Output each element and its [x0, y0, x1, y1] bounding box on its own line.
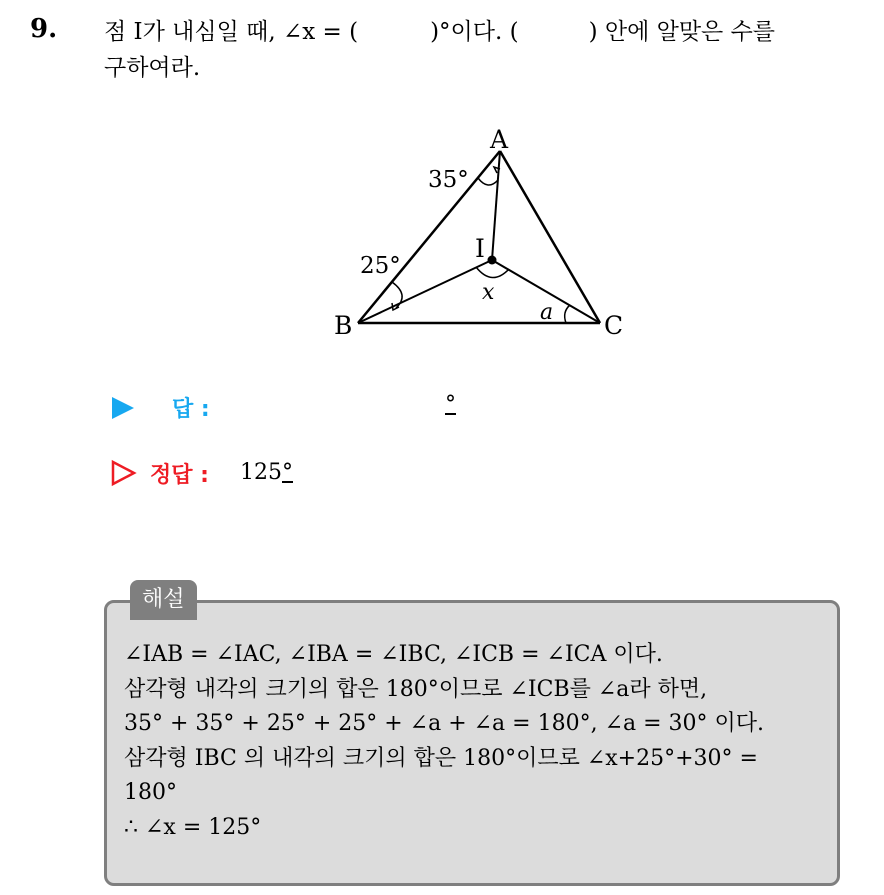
correct-unit: °	[282, 460, 293, 485]
angle-arc-a	[478, 178, 498, 185]
incenter-point	[488, 256, 497, 265]
solution-line: ∴ ∠x = 125°	[124, 814, 262, 840]
angle-label-a: a	[540, 300, 554, 325]
solution-line: 35° + 35° + 25° + 25° + ∠a + ∠a = 180°, ∠a = 30° 이다.	[124, 711, 765, 736]
question-text	[104, 14, 874, 86]
solution-line: ∠IAB = ∠IAC, ∠IBA = ∠IBC, ∠ICB = ∠ICA 이다.	[124, 642, 663, 667]
play-icon	[112, 397, 134, 419]
vertex-i-label: I	[475, 234, 485, 263]
question-text-part1: 점 I가 내심일 때, ∠x = (	[104, 19, 359, 45]
angle-arc-x	[476, 267, 509, 278]
correct-label: 정답 :	[150, 463, 209, 488]
answer-label: 답 :	[172, 397, 210, 422]
answer-row	[110, 390, 510, 424]
outline-play-icon	[110, 459, 138, 487]
solution-text	[124, 638, 834, 845]
solution-line: 삼각형 내각의 크기의 합은 180°이므로 ∠ICB를 ∠a라 하면,	[124, 676, 708, 702]
solution-tag: 해설	[130, 580, 197, 620]
angle-label-x: x	[482, 280, 495, 305]
answer-input[interactable]: °	[445, 392, 456, 417]
angle-label-35: 35°	[428, 167, 469, 193]
question-text-part2: )°이다. (	[430, 19, 519, 45]
correct-number: 125	[240, 460, 282, 485]
solution-line: 삼각형 IBC 의 내각의 크기의 합은 180°이므로 ∠x+25°+30° =	[124, 745, 758, 771]
angle-arc-c	[565, 305, 570, 323]
vertex-b-label: B	[334, 311, 353, 340]
correct-answer-row	[110, 456, 510, 492]
side-ac	[500, 151, 600, 323]
angle-label-25: 25°	[360, 253, 401, 279]
solution-line: 180°	[124, 780, 177, 805]
vertex-a-label: A	[490, 125, 509, 154]
question-text-line2: 구하여라.	[104, 55, 201, 81]
question-number: 9.	[30, 14, 58, 44]
triangle-figure	[320, 115, 640, 355]
question-text-part3: ) 안에 알맞은 수를	[588, 19, 776, 45]
correct-value	[240, 460, 293, 485]
vertex-c-label: C	[604, 311, 624, 340]
